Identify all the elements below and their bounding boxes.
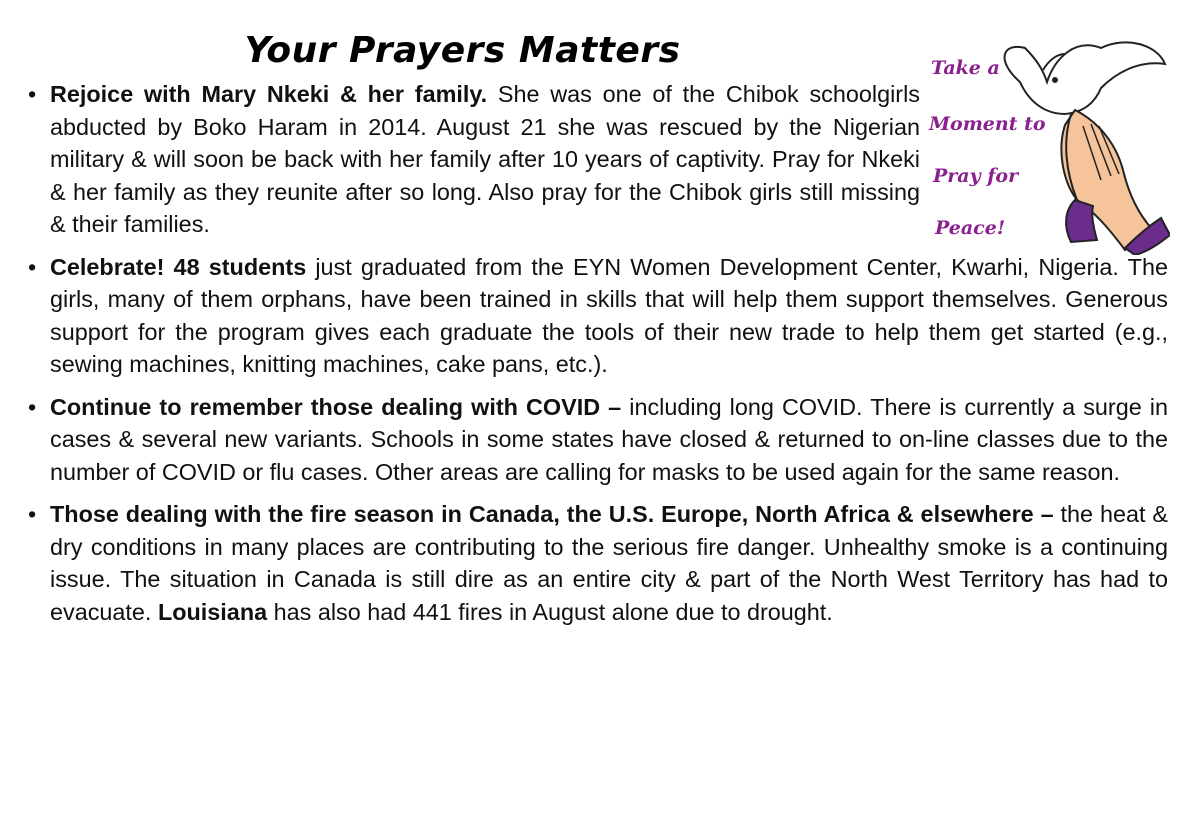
- badge-line-3: Pray for: [933, 165, 1019, 187]
- badge-line-4: Peace!: [935, 217, 1006, 239]
- item-lead-inline: Louisiana: [157, 598, 268, 625]
- list-item: [28, 78, 920, 241]
- badge-line-1: Take a: [931, 57, 1000, 79]
- item-lead: Celebrate! 48 students: [50, 253, 307, 280]
- item-text: including long COVID. There is currently a surge in cases & several new variants. Schools in some states have closed & returned to on-line classes due to the number of COVID or flu cases. Other areas are calling for masks to be used again for the same reason.: [50, 393, 1168, 485]
- item-text: She was one of the Chibok schoolgirls abducted by Boko Haram in 2014. August 21 she was rescued by the Nigerian military & will soon be back with her family after 10 years of captivity. Pray for Nkeki & her family as they reunite after so long. Also pray for the Chibok girls still missing & their families.: [50, 81, 920, 237]
- item-text-end: has also had 441 fires in August alone due to drought.: [267, 598, 833, 625]
- item-text: just graduated from the EYN Women Development Center, Kwarhi, Nigeria. The girls, many of them orphans, have been trained in skills that will help them support themselves. Generous support for the program gives each graduate the tools of their new trade to help them get started (e.g., sewing machines, knitting machines, cake pans, etc.).: [50, 253, 1168, 377]
- list-item: [28, 498, 1168, 628]
- page-title: Your Prayers Matters: [244, 30, 681, 71]
- badge-line-2: Moment to: [929, 113, 1046, 135]
- item-lead: Those dealing with the fire season in Canada, the U.S. Europe, North Africa & elsewhere –: [50, 501, 1054, 527]
- item-text: the heat & dry conditions in many places are contributing to the serious fire danger. Unhealthy smoke is a continuing issue. The situation in Canada is still dire as an entire city & part of the North West Territory has had to evacuate.: [50, 501, 1168, 625]
- item-lead: Rejoice with Mary Nkeki & her family.: [50, 81, 488, 107]
- list-item: [28, 391, 1168, 489]
- list-item: [28, 251, 1168, 381]
- item-lead: Continue to remember those dealing with COVID –: [50, 393, 622, 420]
- prayer-list: [28, 78, 1168, 638]
